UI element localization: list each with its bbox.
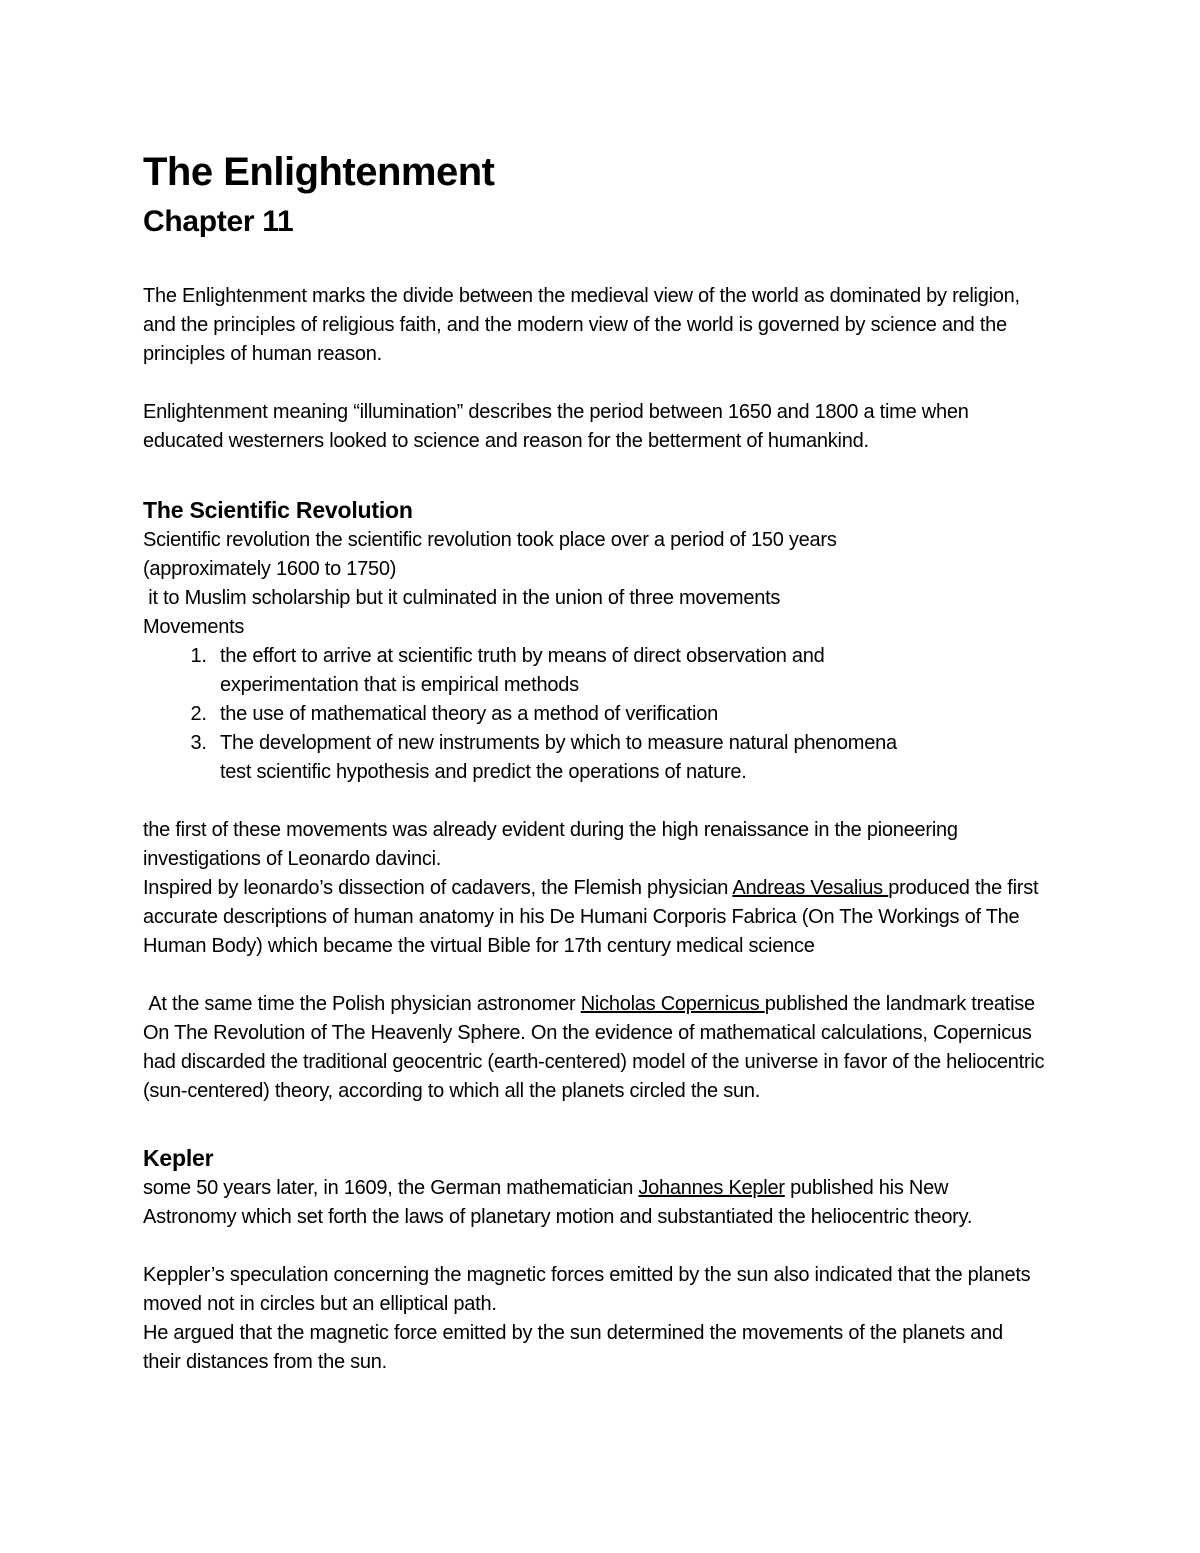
- document-title: The Enlightenment: [143, 150, 495, 194]
- vesalius-paragraph: [143, 874, 1058, 961]
- copernicus-text-post: published the landmark treatise On The Revolution of The Heavenly Sphere. On the evidence of mathematical calculations, Copernicus had discarded the traditional geocentric (earth-centered) model of the universe in favor of the heliocentric (sun-centered) theory, according to which all the planets circled the sun.: [143, 993, 1045, 1102]
- movement-item: 3. The development of new instruments by which to measure natural phenomena test scientific hypothesis and predict the operations of nature.: [212, 729, 932, 787]
- vesalius-text-pre: Inspired by leonardo’s dissection of cadavers, the Flemish physician: [143, 877, 733, 899]
- scientific-revolution-line-1: Scientific revolution the scientific revolution took place over a period of 150 years (approximately 1600 to 1750): [143, 529, 837, 580]
- kepler-text-pre: some 50 years later, in 1609, the German mathematician: [143, 1177, 639, 1199]
- first-movement-paragraph: the first of these movements was already evident during the high renaissance in the pioneering investigations of Leonardo davinci.: [143, 819, 958, 870]
- intro-paragraph-2: Enlightenment meaning “illumination” describes the period between 1650 and 1800 a time when educated westerners looked to science and reason for the betterment of humankind.: [143, 401, 969, 452]
- movement-item: 2. the use of mathematical theory as a method of verification: [212, 700, 932, 729]
- copernicus-paragraph: [143, 990, 1058, 1106]
- kepler-paragraph-2: Keppler’s speculation concerning the magnetic forces emitted by the sun also indicated that the planets moved not in circles but an elliptical path.: [143, 1264, 1031, 1315]
- section-heading-kepler: Kepler: [143, 1145, 214, 1171]
- copernicus-text-pre: At the same time the Polish physician astronomer: [143, 993, 581, 1015]
- kepler-name: Johannes Kepler: [638, 1177, 785, 1199]
- vesalius-name: Andreas Vesalius: [732, 877, 889, 899]
- intro-paragraph-1: The Enlightenment marks the divide between the medieval view of the world as dominated by religion, and the principles of religious faith, and the modern view of the world is governed by science and the principles of human reason.: [143, 285, 1020, 365]
- kepler-paragraph-1: [143, 1174, 1043, 1232]
- movements-label: Movements: [143, 616, 245, 638]
- kepler-paragraph-3: He argued that the magnetic force emitted by the sun determined the movements of the planets and their distances from the sun.: [143, 1322, 1003, 1373]
- movement-item: 1. the effort to arrive at scientific truth by means of direct observation and experimentation that is empirical methods: [212, 642, 932, 700]
- section-heading-scientific-revolution: The Scientific Revolution: [143, 497, 413, 523]
- kepler-text-post: published his New Astronomy which set forth the laws of planetary motion and substantiated the heliocentric theory.: [143, 1177, 973, 1228]
- copernicus-name: Nicholas Copernicus: [580, 993, 765, 1015]
- movements-list: [143, 642, 932, 787]
- scientific-revolution-line-2: it to Muslim scholarship but it culminated in the union of three movements: [143, 587, 781, 609]
- chapter-subtitle: Chapter 11: [143, 205, 294, 238]
- vesalius-text-post: produced the first accurate descriptions of human anatomy in his De Humani Corporis Fabrica (On The Workings of The Human Body) which became the virtual Bible for 17th century medical science: [143, 877, 1039, 957]
